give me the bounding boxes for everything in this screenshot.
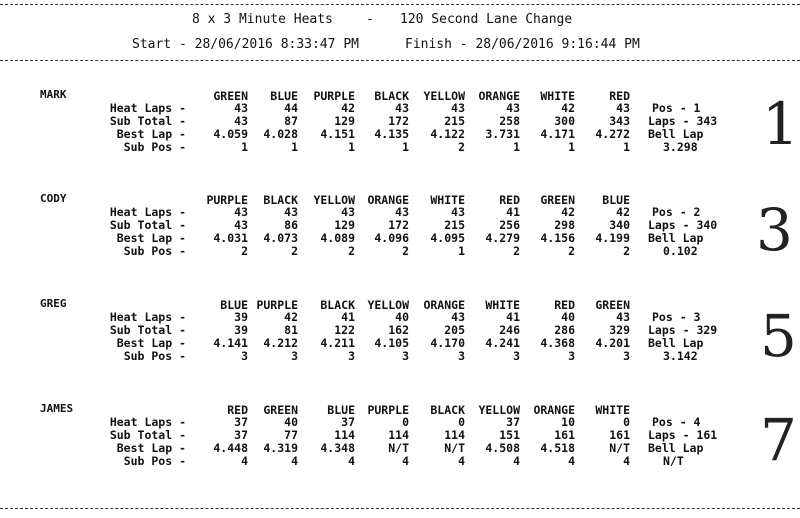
heat-laps-cell: 37 <box>506 415 520 429</box>
heat-laps-cell: 43 <box>395 101 409 115</box>
sub-pos-cell: 3 <box>513 349 520 363</box>
driver-name: MARK <box>40 88 67 101</box>
best-lap-cell: N/T <box>609 441 630 455</box>
best-lap-cell: 4.059 <box>213 127 248 141</box>
sub-pos-cell: 3 <box>402 349 409 363</box>
sub-total-label: Sub Total - <box>109 114 186 128</box>
heat-laps-cell: 41 <box>506 310 520 324</box>
heat-laps-cell: 10 <box>561 415 575 429</box>
handwritten-mark: 3 <box>756 196 793 264</box>
sub-pos-cell: 4 <box>348 454 355 468</box>
heat-laps-cell: 43 <box>234 205 248 219</box>
sub-pos-cell: 4 <box>568 454 575 468</box>
best-lap-cell: 4.319 <box>263 441 298 455</box>
sub-pos-cell: 1 <box>402 140 409 154</box>
lane-color-header: WHITE <box>430 193 465 207</box>
sub-total-cell: 161 <box>609 428 630 442</box>
position-text: Pos - 2 <box>652 205 701 219</box>
lane-color-header: ORANGE <box>533 403 575 417</box>
best-lap-label: Best Lap - <box>116 127 186 141</box>
handwritten-mark: 5 <box>760 302 797 370</box>
best-lap-cell: 4.508 <box>485 441 520 455</box>
heat-laps-cell: 42 <box>341 101 355 115</box>
sub-total-cell: 215 <box>444 218 465 232</box>
driver-name: GREG <box>40 297 67 310</box>
total-laps-text: Laps - 329 <box>648 323 718 337</box>
sub-pos-cell: 2 <box>348 244 355 258</box>
handwritten-mark: 7 <box>760 406 797 474</box>
sub-pos-cell: 4 <box>458 454 465 468</box>
total-laps-text: Laps - 161 <box>648 428 718 442</box>
sub-pos-cell: 1 <box>291 140 298 154</box>
heat-laps-label: Heat Laps - <box>109 205 186 219</box>
sub-total-cell: 129 <box>334 114 355 128</box>
best-lap-cell: 4.141 <box>213 336 248 350</box>
lane-color-header: RED <box>227 403 248 417</box>
sub-total-cell: 329 <box>609 323 630 337</box>
best-lap-cell: N/T <box>444 441 465 455</box>
heat-laps-cell: 43 <box>616 101 630 115</box>
best-lap-cell: 4.279 <box>485 231 520 245</box>
lane-color-header: YELLOW <box>367 298 409 312</box>
best-lap-label: Best Lap - <box>116 336 186 350</box>
heat-laps-cell: 43 <box>451 205 465 219</box>
report-subtitle: 120 Second Lane Change <box>400 12 573 27</box>
position-text: Pos - 1 <box>652 101 701 115</box>
driver-name: CODY <box>40 192 67 205</box>
heat-laps-cell: 43 <box>506 101 520 115</box>
sub-total-cell: 258 <box>499 114 520 128</box>
best-lap-cell: 4.096 <box>374 231 409 245</box>
sub-total-cell: 172 <box>388 114 409 128</box>
lane-color-header: BLACK <box>374 89 409 103</box>
heat-laps-cell: 0 <box>623 415 630 429</box>
lane-color-header: BLUE <box>327 403 355 417</box>
sub-total-cell: 343 <box>609 114 630 128</box>
lane-color-header: PURPLE <box>367 403 409 417</box>
sub-pos-label: Sub Pos - <box>123 244 186 258</box>
bell-lap-value: 3.142 <box>663 349 698 363</box>
report-title: 8 x 3 Minute Heats <box>192 12 333 27</box>
lane-color-header: PURPLE <box>256 298 298 312</box>
best-lap-cell: 3.731 <box>485 127 520 141</box>
sub-total-cell: 286 <box>554 323 575 337</box>
sub-total-label: Sub Total - <box>109 428 186 442</box>
top-dashed-rule <box>0 4 800 5</box>
sub-total-cell: 114 <box>334 428 355 442</box>
lane-color-header: RED <box>609 89 630 103</box>
sub-pos-cell: 1 <box>623 140 630 154</box>
heat-laps-cell: 42 <box>284 310 298 324</box>
best-lap-cell: 4.348 <box>320 441 355 455</box>
sub-total-cell: 246 <box>499 323 520 337</box>
heat-laps-cell: 43 <box>451 310 465 324</box>
sub-pos-cell: 1 <box>241 140 248 154</box>
lane-color-header: ORANGE <box>478 89 520 103</box>
sub-pos-cell: 3 <box>623 349 630 363</box>
sub-total-cell: 256 <box>499 218 520 232</box>
sub-pos-cell: 2 <box>241 244 248 258</box>
sub-pos-cell: 2 <box>513 244 520 258</box>
driver-name: JAMES <box>40 402 74 415</box>
lane-color-header: BLACK <box>320 298 355 312</box>
sub-pos-label: Sub Pos - <box>123 140 186 154</box>
heat-laps-cell: 43 <box>395 205 409 219</box>
sub-pos-cell: 4 <box>241 454 248 468</box>
sub-total-cell: 215 <box>444 114 465 128</box>
lane-color-header: PURPLE <box>313 89 355 103</box>
lane-color-header: BLACK <box>430 403 465 417</box>
lane-color-header: GREEN <box>213 89 248 103</box>
sub-pos-cell: 4 <box>402 454 409 468</box>
sub-pos-cell: 2 <box>291 244 298 258</box>
heat-laps-cell: 42 <box>616 205 630 219</box>
sub-total-cell: 114 <box>444 428 465 442</box>
best-lap-label: Best Lap - <box>116 441 186 455</box>
header-dashed-rule <box>0 60 800 61</box>
bell-lap-label: Bell Lap <box>648 336 704 350</box>
sub-total-cell: 151 <box>499 428 520 442</box>
best-lap-cell: 4.368 <box>540 336 575 350</box>
heat-laps-cell: 43 <box>284 205 298 219</box>
best-lap-cell: 4.448 <box>213 441 248 455</box>
lane-color-header: YELLOW <box>423 89 465 103</box>
sub-total-cell: 129 <box>334 218 355 232</box>
best-lap-cell: 4.212 <box>263 336 298 350</box>
best-lap-cell: 4.073 <box>263 231 298 245</box>
heat-laps-cell: 0 <box>402 415 409 429</box>
lane-color-header: YELLOW <box>313 193 355 207</box>
sub-total-cell: 43 <box>234 114 248 128</box>
start-time: Start - 28/06/2016 8:33:47 PM <box>132 37 359 52</box>
heat-laps-cell: 41 <box>506 205 520 219</box>
sub-total-cell: 86 <box>284 218 298 232</box>
heat-laps-cell: 43 <box>234 101 248 115</box>
heat-laps-cell: 40 <box>395 310 409 324</box>
lane-color-header: RED <box>499 193 520 207</box>
best-lap-cell: 4.135 <box>374 127 409 141</box>
best-lap-cell: 4.199 <box>595 231 630 245</box>
lane-color-header: BLUE <box>270 89 298 103</box>
sub-pos-cell: 3 <box>458 349 465 363</box>
bell-lap-value: 3.298 <box>663 140 698 154</box>
heat-laps-cell: 39 <box>234 310 248 324</box>
sub-total-cell: 172 <box>388 218 409 232</box>
heat-laps-cell: 43 <box>616 310 630 324</box>
bell-lap-value: 0.102 <box>663 244 698 258</box>
sub-total-cell: 161 <box>554 428 575 442</box>
lane-color-header: GREEN <box>263 403 298 417</box>
sub-pos-cell: 3 <box>348 349 355 363</box>
heat-laps-cell: 42 <box>561 205 575 219</box>
title-separator: - <box>366 12 374 27</box>
sub-total-label: Sub Total - <box>109 323 186 337</box>
lane-color-header: WHITE <box>595 403 630 417</box>
best-lap-cell: 4.151 <box>320 127 355 141</box>
sub-pos-cell: 2 <box>402 244 409 258</box>
sub-total-cell: 162 <box>388 323 409 337</box>
heat-laps-cell: 40 <box>284 415 298 429</box>
best-lap-cell: 4.272 <box>595 127 630 141</box>
heat-laps-cell: 37 <box>341 415 355 429</box>
sub-pos-cell: 2 <box>568 244 575 258</box>
lane-color-header: BLUE <box>220 298 248 312</box>
heat-laps-cell: 42 <box>561 101 575 115</box>
lane-color-header: BLUE <box>602 193 630 207</box>
best-lap-cell: N/T <box>388 441 409 455</box>
lane-color-header: GREEN <box>595 298 630 312</box>
lane-color-header: WHITE <box>540 89 575 103</box>
sub-pos-cell: 4 <box>291 454 298 468</box>
best-lap-cell: 4.105 <box>374 336 409 350</box>
sub-pos-label: Sub Pos - <box>123 349 186 363</box>
best-lap-label: Best Lap - <box>116 231 186 245</box>
sub-total-cell: 43 <box>234 218 248 232</box>
lane-color-header: BLACK <box>263 193 298 207</box>
best-lap-cell: 4.211 <box>320 336 355 350</box>
sub-pos-cell: 1 <box>568 140 575 154</box>
lane-color-header: ORANGE <box>423 298 465 312</box>
bell-lap-value: N/T <box>663 454 684 468</box>
best-lap-cell: 4.031 <box>213 231 248 245</box>
sub-pos-cell: 2 <box>623 244 630 258</box>
sub-pos-cell: 2 <box>458 140 465 154</box>
sub-pos-cell: 1 <box>513 140 520 154</box>
sub-total-cell: 298 <box>554 218 575 232</box>
sub-pos-cell: 4 <box>623 454 630 468</box>
lane-color-header: YELLOW <box>478 403 520 417</box>
sub-total-cell: 114 <box>388 428 409 442</box>
bell-lap-label: Bell Lap <box>648 441 704 455</box>
heat-laps-cell: 40 <box>561 310 575 324</box>
lane-color-header: ORANGE <box>367 193 409 207</box>
position-text: Pos - 3 <box>652 310 701 324</box>
sub-total-cell: 37 <box>234 428 248 442</box>
sub-pos-cell: 3 <box>241 349 248 363</box>
finish-time: Finish - 28/06/2016 9:16:44 PM <box>405 37 640 52</box>
handwritten-mark: 1 <box>762 90 799 158</box>
sub-total-cell: 340 <box>609 218 630 232</box>
sub-total-cell: 77 <box>284 428 298 442</box>
bottom-dashed-rule <box>0 508 800 509</box>
best-lap-cell: 4.171 <box>540 127 575 141</box>
best-lap-cell: 4.028 <box>263 127 298 141</box>
sub-pos-cell: 3 <box>291 349 298 363</box>
sub-pos-label: Sub Pos - <box>123 454 186 468</box>
lane-color-header: WHITE <box>485 298 520 312</box>
sub-pos-cell: 3 <box>568 349 575 363</box>
sub-pos-cell: 1 <box>348 140 355 154</box>
lane-color-header: RED <box>554 298 575 312</box>
heat-laps-label: Heat Laps - <box>109 415 186 429</box>
sub-total-cell: 205 <box>444 323 465 337</box>
best-lap-cell: 4.095 <box>430 231 465 245</box>
best-lap-cell: 4.122 <box>430 127 465 141</box>
best-lap-cell: 4.241 <box>485 336 520 350</box>
best-lap-cell: 4.156 <box>540 231 575 245</box>
sub-total-cell: 87 <box>284 114 298 128</box>
heat-laps-cell: 44 <box>284 101 298 115</box>
best-lap-cell: 4.201 <box>595 336 630 350</box>
lane-color-header: PURPLE <box>206 193 248 207</box>
heat-laps-cell: 41 <box>341 310 355 324</box>
position-text: Pos - 4 <box>652 415 701 429</box>
heat-laps-cell: 43 <box>341 205 355 219</box>
heat-laps-cell: 43 <box>451 101 465 115</box>
best-lap-cell: 4.518 <box>540 441 575 455</box>
heat-laps-label: Heat Laps - <box>109 310 186 324</box>
heat-laps-cell: 0 <box>458 415 465 429</box>
total-laps-text: Laps - 343 <box>648 114 718 128</box>
sub-pos-cell: 4 <box>513 454 520 468</box>
best-lap-cell: 4.089 <box>320 231 355 245</box>
sub-total-label: Sub Total - <box>109 218 186 232</box>
sub-total-cell: 39 <box>234 323 248 337</box>
sub-pos-cell: 1 <box>458 244 465 258</box>
best-lap-cell: 4.170 <box>430 336 465 350</box>
total-laps-text: Laps - 340 <box>648 218 718 232</box>
lane-color-header: GREEN <box>540 193 575 207</box>
sub-total-cell: 81 <box>284 323 298 337</box>
sub-total-cell: 122 <box>334 323 355 337</box>
heat-laps-cell: 37 <box>234 415 248 429</box>
bell-lap-label: Bell Lap <box>648 127 704 141</box>
heat-laps-label: Heat Laps - <box>109 101 186 115</box>
bell-lap-label: Bell Lap <box>648 231 704 245</box>
sub-total-cell: 300 <box>554 114 575 128</box>
